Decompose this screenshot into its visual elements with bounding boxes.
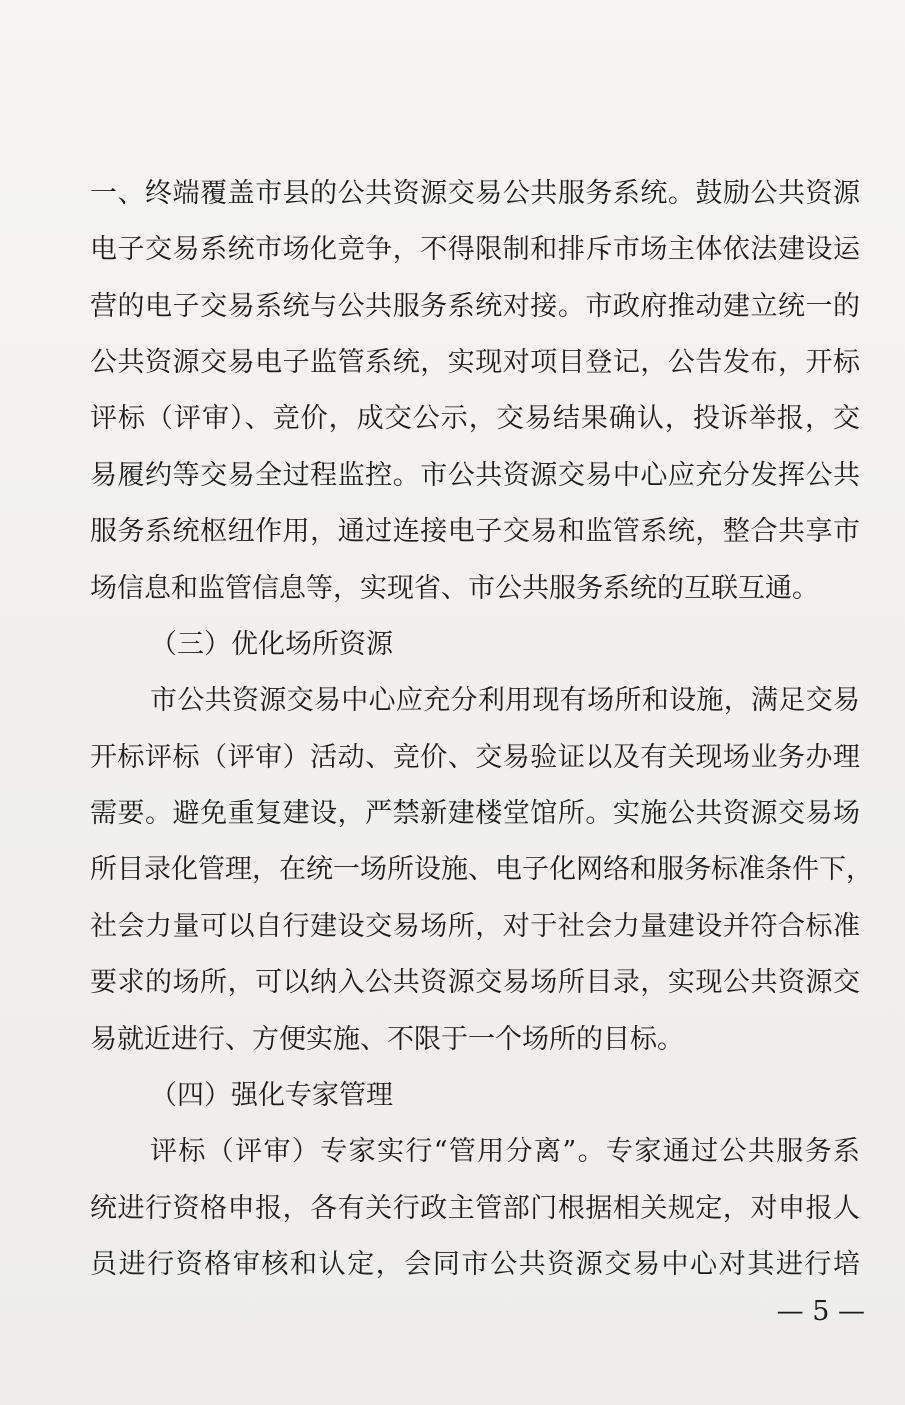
section-heading: （四）强化专家管理 (150, 1080, 393, 1111)
section-heading: （三）优化场所资源 (150, 629, 393, 660)
paragraph-line: 公共资源交易电子监管系统，实现对项目登记，公告发布，开标 (90, 347, 860, 378)
paragraph-line: 市公共资源交易中心应充分利用现有场所和设施，满足交易 (150, 685, 860, 716)
paragraph-line: 员进行资格审核和认定，会同市公共资源交易中心对其进行培 (90, 1249, 860, 1280)
paragraph-line: 要求的场所，可以纳入公共资源交易场所目录，实现公共资源交 (90, 967, 860, 998)
paragraph-line: 服务系统枢纽作用，通过连接电子交易和监管系统，整合共享市 (90, 516, 860, 547)
paragraph-line: 所目录化管理，在统一场所设施、电子化网络和服务标准条件下， (90, 854, 873, 885)
paragraph-line: 社会力量可以自行建设交易场所，对于社会力量建设并符合标准 (90, 911, 860, 942)
paragraph-line: 场信息和监管信息等，实现省、市公共服务系统的互联互通。 (90, 573, 819, 604)
paragraph-line: 需要。避免重复建设，严禁新建楼堂馆所。实施公共资源交易场 (90, 798, 860, 829)
paragraph-line: 一、终端覆盖市县的公共资源交易公共服务系统。鼓励公共资源 (90, 178, 860, 209)
paragraph-line: 易就近进行、方便实施、不限于一个场所的目标。 (90, 1024, 684, 1055)
paragraph-line: 开标评标（评审）活动、竞价、交易验证以及有关现场业务办理 (90, 742, 860, 773)
paragraph-line: 电子交易系统市场化竞争，不得限制和排斥市场主体依法建设运 (90, 234, 860, 265)
paragraph-line: 易履约等交易全过程监控。市公共资源交易中心应充分发挥公共 (90, 460, 860, 491)
page-number: — 5 — (776, 1296, 865, 1327)
paragraph-line: 营的电子交易系统与公共服务系统对接。市政府推动建立统一的 (90, 291, 860, 322)
paragraph-line: 统进行资格申报，各有关行政主管部门根据相关规定，对申报人 (90, 1193, 860, 1224)
paragraph-line: 评标（评审）、竞价，成交公示，交易结果确认，投诉举报，交 (90, 403, 860, 434)
paragraph-line: 评标（评审）专家实行“管用分离”。专家通过公共服务系 (150, 1136, 860, 1167)
